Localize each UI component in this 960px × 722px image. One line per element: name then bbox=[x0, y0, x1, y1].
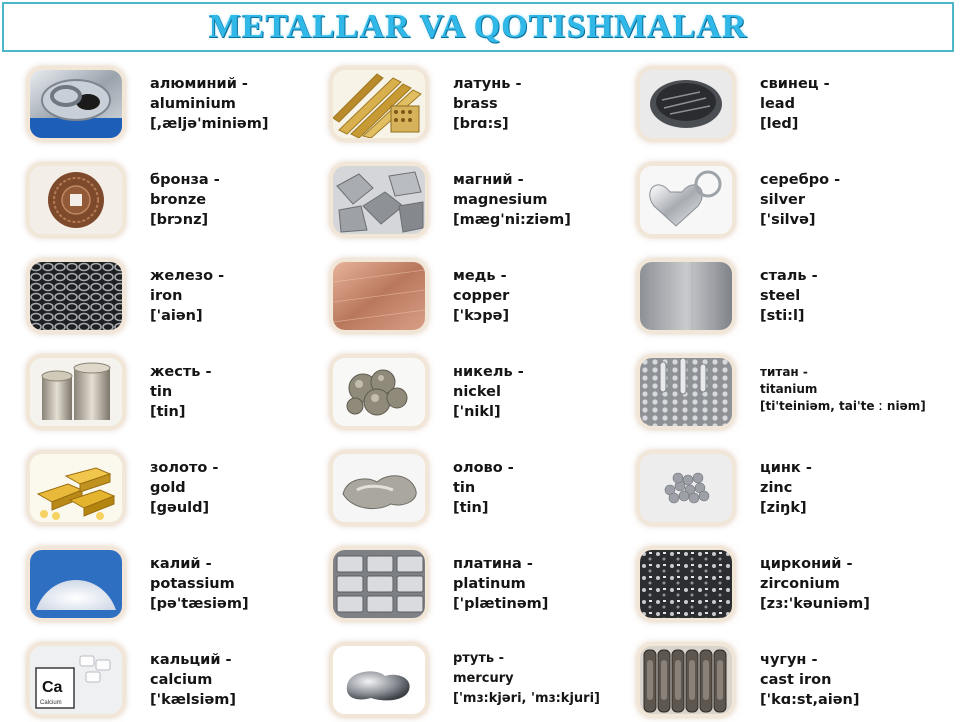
item-transcription: ['kɔpə] bbox=[453, 308, 510, 324]
item-english: aluminium bbox=[150, 96, 236, 112]
gold-bars-icon bbox=[30, 454, 122, 522]
item-russian: олово - bbox=[453, 460, 514, 476]
titanium-mesh-icon bbox=[640, 358, 732, 426]
brass-rods-icon bbox=[333, 70, 425, 138]
item-english: mercury bbox=[453, 671, 514, 686]
steel-sheet-icon bbox=[640, 262, 732, 330]
item-russian: титан - bbox=[760, 365, 808, 379]
bronze-coin-icon bbox=[30, 166, 122, 234]
list-item-mercury bbox=[333, 646, 633, 722]
item-english: platinum bbox=[453, 576, 526, 592]
list-item-tin bbox=[333, 454, 633, 530]
item-english: zinc bbox=[760, 480, 793, 496]
item-russian: сталь - bbox=[760, 268, 818, 284]
item-transcription: ['aiən] bbox=[150, 308, 203, 324]
calcium-name: Calcium bbox=[40, 700, 62, 706]
list-item-calcium bbox=[30, 646, 330, 722]
list-item-zinc bbox=[640, 454, 940, 530]
item-transcription: ['kɑ:st,aiən] bbox=[760, 692, 860, 708]
calcium-element-icon bbox=[30, 646, 122, 714]
item-english: potassium bbox=[150, 576, 235, 592]
item-english: calcium bbox=[150, 672, 213, 688]
list-item-titanium bbox=[640, 358, 940, 434]
item-transcription: [brɑ:s] bbox=[453, 116, 509, 132]
item-transcription: [tin] bbox=[150, 404, 186, 420]
item-russian: алюминий - bbox=[150, 76, 248, 92]
item-russian: железо - bbox=[150, 268, 225, 284]
item-russian: медь - bbox=[453, 268, 507, 284]
metals-grid bbox=[0, 60, 960, 720]
item-transcription: [led] bbox=[760, 116, 799, 132]
item-russian: калий - bbox=[150, 556, 212, 572]
item-transcription: ['mɜ:kjəri, 'mɜ:kjuri] bbox=[453, 691, 600, 706]
item-russian: бронза - bbox=[150, 172, 220, 188]
item-transcription: [gəuld] bbox=[150, 500, 210, 516]
list-item-aluminium bbox=[30, 70, 330, 146]
item-transcription: ['nikl] bbox=[453, 404, 501, 420]
item-english: lead bbox=[760, 96, 795, 112]
item-transcription: ['silvə] bbox=[760, 212, 816, 228]
item-transcription: [zɜ:'kəuniəm] bbox=[760, 596, 870, 612]
item-russian: магний - bbox=[453, 172, 524, 188]
item-transcription: [ti'teiniəm, tai'te ː niəm] bbox=[760, 399, 926, 413]
magnesium-chunks-icon bbox=[333, 166, 425, 234]
list-item-bronze bbox=[30, 166, 330, 242]
item-transcription: [ziŋk] bbox=[760, 500, 807, 516]
item-transcription: [tin] bbox=[453, 500, 489, 516]
item-russian: кальций - bbox=[150, 652, 232, 668]
list-item-tin-cans bbox=[30, 358, 330, 434]
item-english: gold bbox=[150, 480, 186, 496]
item-russian: серебро - bbox=[760, 172, 841, 188]
mercury-drop-icon bbox=[333, 646, 425, 714]
item-transcription: [brɔnz] bbox=[150, 212, 209, 228]
list-item-brass bbox=[333, 70, 633, 146]
item-english: silver bbox=[760, 192, 806, 208]
list-item-cast-iron bbox=[640, 646, 940, 722]
item-russian: цинк - bbox=[760, 460, 812, 476]
calcium-symbol: Ca bbox=[42, 679, 63, 696]
list-item-iron bbox=[30, 262, 330, 338]
item-transcription: [,æljə'miniəm] bbox=[150, 116, 269, 132]
item-russian: никель - bbox=[453, 364, 524, 380]
item-transcription: [mæg'ni:ziəm] bbox=[453, 212, 571, 228]
list-item-platinum bbox=[333, 550, 633, 626]
aluminium-can-icon bbox=[30, 70, 122, 138]
item-russian: латунь - bbox=[453, 76, 522, 92]
copper-sheet-icon bbox=[333, 262, 425, 330]
item-english: bronze bbox=[150, 192, 207, 208]
nickel-nugget-icon bbox=[333, 358, 425, 426]
iron-chain-icon bbox=[30, 262, 122, 330]
item-english: tin bbox=[150, 384, 173, 400]
zinc-pellets-icon bbox=[640, 454, 732, 522]
silver-heart-icon bbox=[640, 166, 732, 234]
item-english: nickel bbox=[453, 384, 501, 400]
cast-iron-radiator-icon bbox=[640, 646, 732, 714]
tin-cans-icon bbox=[30, 358, 122, 426]
list-item-steel bbox=[640, 262, 940, 338]
item-russian: платина - bbox=[453, 556, 533, 572]
item-transcription: [sti:l] bbox=[760, 308, 805, 324]
potassium-powder-icon bbox=[30, 550, 122, 618]
item-english: copper bbox=[453, 288, 510, 304]
item-russian: цирконий - bbox=[760, 556, 853, 572]
item-transcription: ['plætinəm] bbox=[453, 596, 549, 612]
list-item-gold bbox=[30, 454, 330, 530]
item-english: titanium bbox=[760, 382, 818, 396]
list-item-potassium bbox=[30, 550, 330, 626]
item-english: brass bbox=[453, 96, 498, 112]
lead-sample-icon bbox=[640, 70, 732, 138]
zirconium-texture-icon bbox=[640, 550, 732, 618]
list-item-copper bbox=[333, 262, 633, 338]
item-english: iron bbox=[150, 288, 183, 304]
platinum-bars-icon bbox=[333, 550, 425, 618]
item-transcription: [pə'tæsiəm] bbox=[150, 596, 249, 612]
item-russian: чугун - bbox=[760, 652, 818, 668]
list-item-lead bbox=[640, 70, 940, 146]
list-item-zirconium bbox=[640, 550, 940, 626]
item-russian: жесть - bbox=[150, 364, 212, 380]
item-russian: золото - bbox=[150, 460, 219, 476]
item-english: tin bbox=[453, 480, 476, 496]
item-english: steel bbox=[760, 288, 801, 304]
item-english: cast iron bbox=[760, 672, 832, 688]
item-russian: ртуть - bbox=[453, 651, 504, 666]
item-transcription: ['kælsiəm] bbox=[150, 692, 237, 708]
item-russian: свинец - bbox=[760, 76, 830, 92]
item-english: zirconium bbox=[760, 576, 840, 592]
list-item-silver bbox=[640, 166, 940, 242]
item-english: magnesium bbox=[453, 192, 548, 208]
title-banner bbox=[2, 2, 954, 52]
page-title: METALLAR VA QOTISHMALAR bbox=[208, 8, 748, 45]
tin-lump-icon bbox=[333, 454, 425, 522]
list-item-nickel bbox=[333, 358, 633, 434]
list-item-magnesium bbox=[333, 166, 633, 242]
